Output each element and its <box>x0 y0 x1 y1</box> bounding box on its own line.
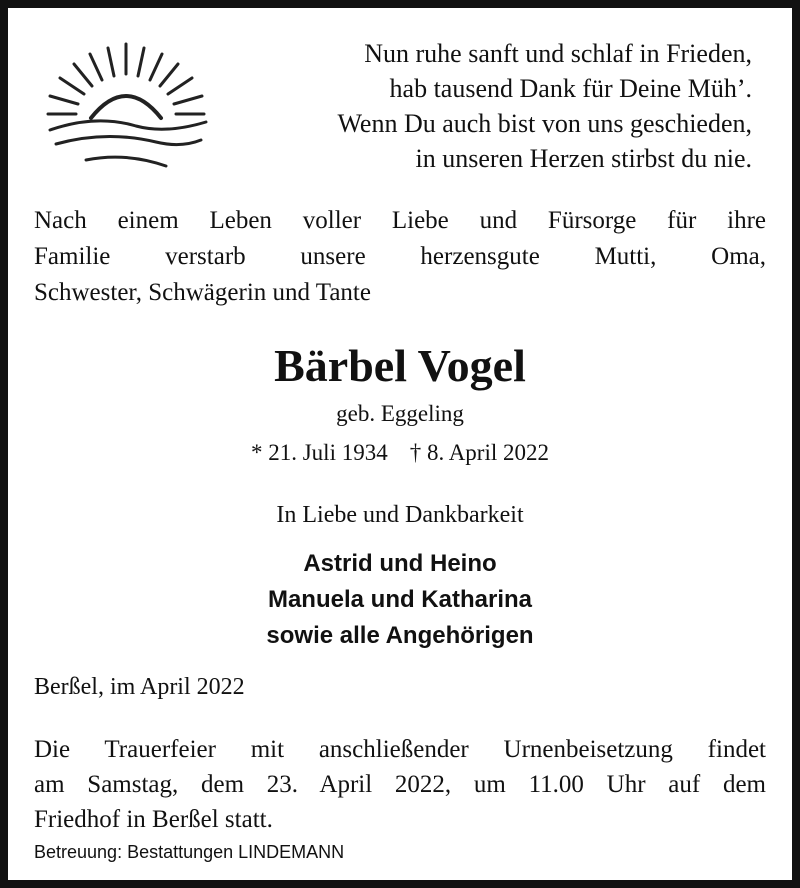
intro-line: Schwester, Schwägerin und Tante <box>34 279 371 306</box>
poem <box>337 36 752 176</box>
intro-line: Nach einem Leben voller Liebe und Fürsorge für ihre <box>34 207 766 234</box>
intro-line: Familie verstarb unsere herzensgute Mutti, Oma, <box>34 243 766 270</box>
mourner-name: Astrid und Heino <box>303 550 497 577</box>
service-line: am Samstag, dem 23. April 2022, um 11.00 Uhr auf dem <box>34 771 766 798</box>
life-dates <box>8 440 792 466</box>
poem-line: in unseren Herzen stirbst du nie. <box>415 144 752 173</box>
deceased-name: Bärbel Vogel <box>274 340 526 391</box>
birth-date: * 21. Juli 1934 <box>250 440 388 465</box>
poem-line: Nun ruhe sanft und schlaf in Frieden, <box>364 39 752 68</box>
mourner-name: Manuela und Katharina <box>267 586 533 613</box>
mourner-name: sowie alle Angehörigen <box>266 622 534 649</box>
service-line: Die Trauerfeier mit anschließender Urnenbeisetzung findet <box>34 736 766 763</box>
poem-line: Wenn Du auch bist von uns geschieden, <box>337 109 752 138</box>
undertaker-note: Betreuung: Bestattungen LINDEMANN <box>34 842 345 862</box>
sunrise-icon <box>36 34 216 184</box>
mourners-list <box>8 546 792 654</box>
death-date: † 8. April 2022 <box>409 440 549 465</box>
service-info <box>34 732 766 837</box>
mourners-intro: In Liebe und Dankbarkeit <box>276 502 524 528</box>
service-line: Friedhof in Berßel statt. <box>34 806 273 833</box>
intro-text <box>34 203 766 311</box>
poem-line: hab tausend Dank für Deine Müh’. <box>389 74 752 103</box>
birth-name: geb. Eggeling <box>336 401 464 426</box>
place-date: Berßel, im April 2022 <box>34 674 245 700</box>
